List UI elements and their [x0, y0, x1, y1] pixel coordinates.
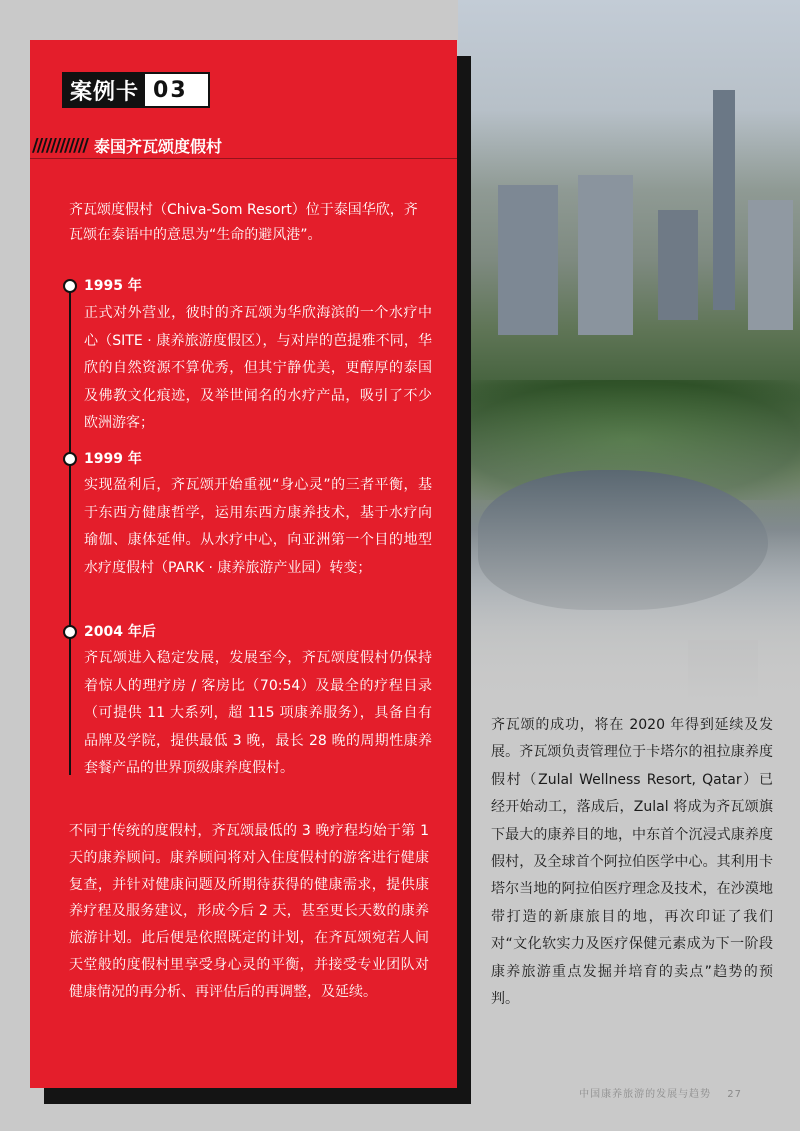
page-number: 27: [727, 1089, 742, 1100]
subtitle-row: [30, 132, 457, 158]
timeline-text: 正式对外营业，彼时的齐瓦颂为华欣海滨的一个水疗中心（SITE · 康养旅游度假区），与对岸的芭提雅不同，华欣的自然资源不算优秀，但其宁静优美，更醇厚的泰国及佛教文化痕迹，及举世闻名的水疗产品，吸引了不少欧洲游客；: [84, 305, 432, 431]
case-card-title: 案例卡: [64, 74, 145, 106]
intro-paragraph: 齐瓦颂度假村（Chiva-Som Resort）位于泰国华欣，齐瓦颂在泰语中的意思为“生命的避风港”。: [69, 202, 418, 243]
timeline-year: 1999 年: [84, 451, 142, 467]
slash-decoration: ////////////: [32, 134, 87, 156]
case-subtitle: 泰国齐瓦颂度假村: [94, 136, 223, 156]
timeline-dot: [63, 279, 77, 293]
case-card-number: 03: [145, 74, 208, 106]
photo-fade: [458, 0, 800, 700]
case-card-label: [62, 72, 210, 108]
timeline-dot: [63, 452, 77, 466]
timeline-year: 1995 年: [84, 278, 142, 294]
city-park-photo: [458, 0, 800, 700]
subtitle-divider: [30, 158, 457, 159]
closing-paragraph: 不同于传统的度假村，齐瓦颂最低的 3 晚疗程均始于第 1 天的康养顾问。康养顾问将对入住度假村的游客进行健康复查，并针对健康问题及所期待获得的健康需求，提供康养疗程及服务建议，形成今后 2 天，甚至更长天数的康养旅游计划。此后便是依照既定的计划，在齐瓦颂宛若人间天堂般的度假村里享受身心灵的平衡，并接受专业团队对健康情况的再分析、再评估后的再调整，及延续。: [69, 823, 429, 1000]
timeline-text: 齐瓦颂进入稳定发展，发展至今，齐瓦颂度假村仍保持着惊人的理疗房 / 客房比（70:54）及最全的疗程目录（可提供 11 大系列，超 115 项康养服务），具备自有品牌及学院，提供最低 3 晚，最长 28 晚的周期性康养套餐产品的世界顶级康养度假村。: [84, 650, 432, 776]
timeline-year: 2004 年后: [84, 624, 156, 640]
timeline-text: 实现盈利后，齐瓦颂开始重视“身心灵”的三者平衡，基于东西方健康哲学，运用东西方康养技术，基于水疗向瑜伽、康体延伸。从水疗中心，向亚洲第一个目的地型水疗度假村（PARK · 康养旅游产业园）转变；: [84, 477, 432, 576]
timeline-dot: [63, 625, 77, 639]
right-column-paragraph: 齐瓦颂的成功，将在 2020 年得到延续及发展。齐瓦颂负责管理位于卡塔尔的祖拉康养度假村（Zulal Wellness Resort, Qatar）已经开始动工，落成后，Zulal 将成为齐瓦颂旗下最大的康养目的地，中东首个沉浸式康养度假村，及全球首个阿拉伯医学中心。其利用卡塔尔当地的阿拉伯医疗理念及技术，在沙漠地带打造的新康旅目的地，再次印证了我们对“文化软实力及医疗保健元素成为下一阶段康养旅游重点发掘并培育的卖点”趋势的预判。: [491, 717, 773, 1008]
page-footer: [579, 1085, 742, 1100]
timeline-line: [69, 285, 71, 775]
footer-title: 中国康养旅游的发展与趋势: [579, 1089, 712, 1100]
